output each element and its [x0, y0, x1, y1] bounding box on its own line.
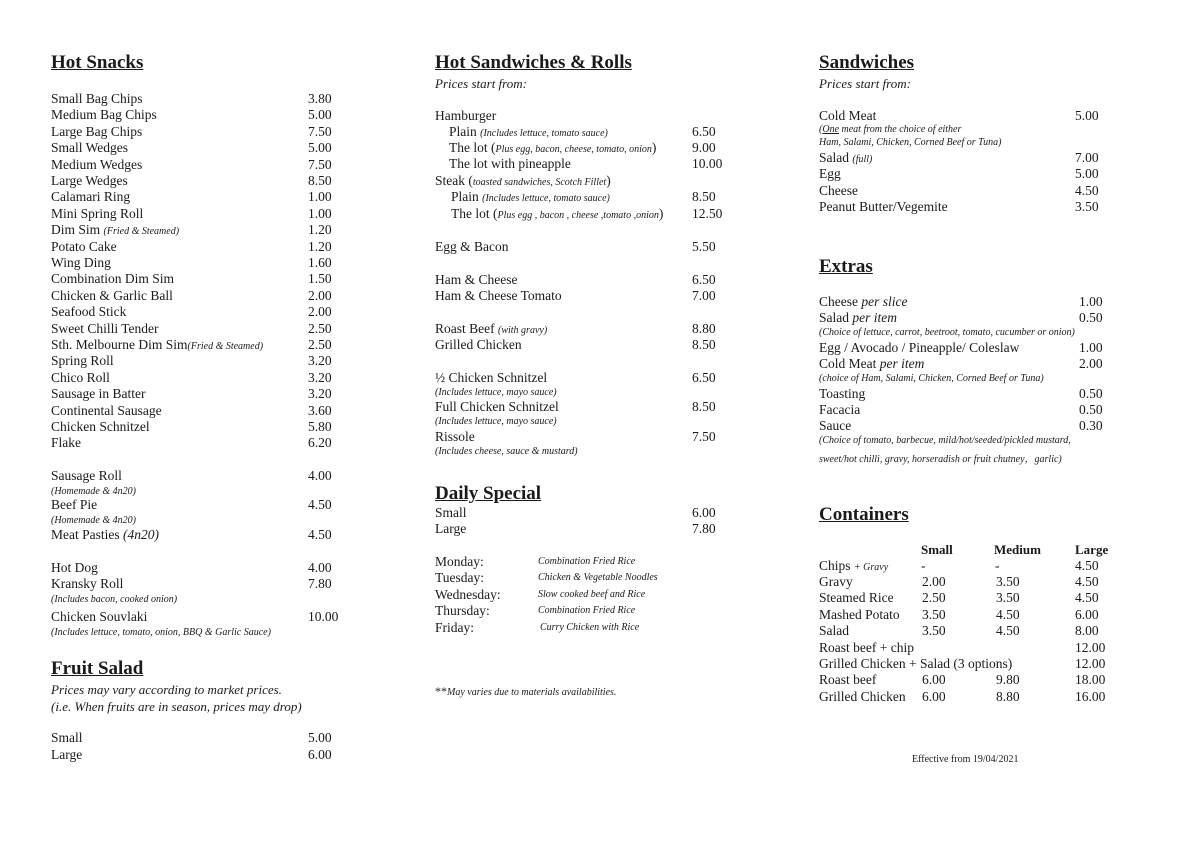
- menu-item: Grilled Chicken: [435, 337, 522, 352]
- menu-item: Meat Pasties (4n20): [51, 527, 159, 542]
- menu-price: 5.00: [1075, 108, 1099, 123]
- menu-item: Continental Sausage: [51, 402, 162, 418]
- fruit-salad-subtitle: (i.e. When fruits are in season, prices may drop): [51, 699, 302, 714]
- menu-item: Full Chicken Schnitzel: [435, 399, 559, 414]
- menu-price: 5.00: [1075, 166, 1099, 181]
- menu-note: (Includes cheese, sauce & mustard): [435, 446, 578, 457]
- table-row: Grilled Chicken: [819, 688, 906, 704]
- containers-heading: Containers: [819, 504, 909, 525]
- menu-price: 1.60: [308, 255, 332, 270]
- menu-note: (Homemade & 4n20): [51, 515, 136, 526]
- menu-item: Rissole: [435, 429, 475, 444]
- menu-note: Ham, Salami, Chicken, Corned Beef or Tuna): [819, 137, 1002, 148]
- menu-note: (Fried & Steamed): [187, 341, 264, 352]
- menu-note: (One meat from the choice of either: [819, 124, 962, 135]
- day-label: Friday:: [435, 619, 474, 635]
- menu-price: 3.60: [308, 402, 332, 418]
- table-cell: 2.00: [922, 574, 946, 589]
- menu-price: 4.50: [308, 497, 332, 512]
- menu-item: Medium Bag Chips: [51, 107, 157, 123]
- menu-note: (Choice of tomato, barbecue, mild/hot/seeded/pickled mustard,: [819, 435, 1071, 446]
- menu-price: 1.50: [308, 271, 332, 287]
- menu-item: Sauce: [819, 418, 852, 433]
- table-row: Roast beef + chip: [819, 639, 914, 655]
- menu-price: 3.80: [308, 91, 332, 106]
- menu-price: 8.50: [308, 173, 332, 188]
- column-header: Medium: [994, 542, 1041, 557]
- menu-item: Plain (Includes lettuce, tomato sauce): [449, 124, 608, 139]
- menu-price: 1.00: [308, 189, 332, 205]
- table-cell: 16.00: [1075, 688, 1106, 704]
- menu-item: Toasting: [819, 386, 866, 401]
- menu-price: 7.80: [692, 521, 716, 536]
- menu-item: Egg / Avocado / Pineapple/ Coleslaw: [819, 340, 1020, 355]
- menu-item: Flake: [51, 435, 81, 451]
- table-cell: 4.50: [1075, 590, 1099, 606]
- table-row: Roast beef: [819, 672, 877, 688]
- menu-item: Seafood Stick: [51, 304, 127, 320]
- day-label: Tuesday:: [435, 570, 485, 586]
- menu-item: Egg & Bacon: [435, 239, 509, 254]
- menu-item: Plain (Includes lettuce, tomato sauce): [451, 189, 610, 204]
- table-cell: 4.50: [1075, 574, 1099, 589]
- menu-note: (Fried & Steamed): [103, 226, 180, 238]
- menu-item: Salad per item: [819, 310, 897, 325]
- day-dish: Combination Fried Rice: [538, 556, 636, 567]
- menu-price: 1.00: [308, 205, 332, 221]
- menu-item: Roast Beef (with gravy): [435, 321, 548, 336]
- menu-item: Large: [435, 521, 467, 536]
- menu-price: 12.50: [692, 206, 723, 221]
- menu-price: 4.50: [308, 527, 332, 542]
- menu-note: (Choice of lettuce, carrot, beetroot, tomato, cucumber or onion): [819, 327, 1075, 338]
- menu-item: Large Wedges: [51, 173, 128, 188]
- menu-price: 6.20: [308, 435, 332, 451]
- menu-item: Chips + Gravy: [819, 558, 889, 573]
- table-cell: 12.00: [1075, 639, 1106, 655]
- table-cell: 6.00: [922, 688, 946, 704]
- menu-item: Sausage Roll: [51, 468, 122, 483]
- menu-price: 1.00: [1079, 340, 1103, 355]
- menu-item: The lot (Plus egg , bacon , cheese ,tomato ,onion): [451, 206, 664, 221]
- menu-item: Sweet Chilli Tender: [51, 320, 159, 336]
- menu-price: 6.00: [308, 747, 332, 762]
- menu-item: Small: [51, 730, 83, 745]
- menu-price: 3.20: [308, 369, 332, 385]
- menu-price: 7.50: [692, 429, 716, 444]
- column-header: Large: [1075, 542, 1109, 557]
- table-cell: 2.50: [922, 590, 946, 606]
- menu-item: Small: [435, 505, 467, 520]
- menu-price: 8.50: [692, 399, 716, 414]
- menu-price: 1.00: [1079, 294, 1103, 309]
- menu-item: Ham & Cheese Tomato: [435, 288, 562, 303]
- sandwiches-heading: Sandwiches: [819, 52, 915, 73]
- menu-price: 6.50: [692, 370, 716, 385]
- menu-item: Small Bag Chips: [51, 91, 143, 106]
- table-row: Gravy: [819, 574, 853, 589]
- hot-sandwiches-subtitle: Prices start from:: [435, 76, 527, 91]
- menu-price: 5.50: [692, 239, 716, 254]
- table-cell: 9.80: [996, 672, 1020, 688]
- menu-price: 8.50: [692, 337, 716, 352]
- menu-price: -: [995, 558, 1000, 573]
- menu-item: Steak (toasted sandwiches, Scotch Fillet): [435, 173, 611, 188]
- table-cell: 6.00: [1075, 606, 1099, 622]
- menu-item: Sth. Melbourne Dim Sim(Fried & Steamed): [51, 337, 264, 352]
- menu-item: Wing Ding: [51, 255, 111, 270]
- extras-heading: Extras: [819, 256, 873, 277]
- menu-price: 10.00: [308, 609, 339, 624]
- fruit-salad-heading: Fruit Salad: [51, 658, 144, 679]
- menu-item: Facacia: [819, 402, 861, 417]
- menu-item: Large: [51, 747, 83, 762]
- menu-item: Chicken Souvlaki: [51, 609, 148, 624]
- day-dish: Combination Fried Rice: [538, 605, 636, 617]
- menu-price: 0.50: [1079, 402, 1103, 417]
- menu-item: The lot with pineapple: [449, 156, 571, 171]
- menu-note: (Includes lettuce, mayo sauce): [435, 387, 557, 398]
- menu-note: (choice of Ham, Salami, Chicken, Corned Beef or Tuna): [819, 373, 1044, 384]
- menu-price: 8.50: [692, 189, 716, 204]
- menu-item: Peanut Butter/Vegemite: [819, 199, 948, 214]
- menu-item: Hot Dog: [51, 560, 98, 575]
- column-header: Small: [921, 542, 953, 557]
- menu-price: 4.50: [1075, 558, 1099, 573]
- table-row: Salad: [819, 623, 849, 639]
- menu-price: 7.00: [1075, 150, 1099, 165]
- menu-item: Large Bag Chips: [51, 123, 143, 139]
- menu-price: -: [921, 558, 926, 573]
- menu-price: 6.00: [692, 505, 716, 520]
- hot-sandwiches-heading: Hot Sandwiches & Rolls: [435, 52, 632, 73]
- menu-price: 8.80: [692, 321, 716, 336]
- menu-price: 3.20: [308, 353, 332, 369]
- table-cell: 3.50: [922, 606, 946, 622]
- menu-item: Egg: [819, 166, 841, 181]
- menu-note: (Includes bacon, cooked onion): [51, 594, 178, 605]
- day-label: Wednesday:: [435, 586, 501, 602]
- menu-price: 7.50: [308, 123, 332, 139]
- menu-item: Hamburger: [435, 108, 497, 123]
- menu-price: 0.50: [1079, 310, 1103, 325]
- menu-item: Cheese: [819, 183, 858, 198]
- sandwiches-subtitle: Prices start from:: [819, 76, 911, 91]
- day-dish: Curry Chicken with Rice: [540, 621, 640, 633]
- menu-price: 10.00: [692, 156, 723, 171]
- table-cell: 3.50: [996, 590, 1020, 606]
- menu-price: 3.50: [1075, 199, 1099, 214]
- menu-item: Cold Meat: [819, 108, 877, 123]
- menu-price: 6.50: [692, 124, 716, 139]
- menu-item: Cheese per slice: [819, 294, 908, 309]
- menu-item: Cold Meat per item: [819, 356, 925, 371]
- menu-item: Ham & Cheese: [435, 272, 518, 287]
- menu-price: 4.00: [308, 468, 332, 483]
- menu-item: Potato Cake: [51, 238, 117, 254]
- menu-item: Chicken & Garlic Ball: [51, 287, 173, 303]
- menu-price: 2.50: [308, 320, 332, 336]
- menu-price: 7.00: [692, 288, 716, 303]
- menu-note: sweet/hot chilli, gravy, horseradish or fruit chutney，garlic): [819, 454, 1062, 465]
- menu-item: ½ Chicken Schnitzel: [435, 370, 548, 385]
- menu-price: 4.50: [1075, 183, 1099, 198]
- menu-price: 2.00: [308, 304, 332, 320]
- day-label: Thursday:: [435, 603, 490, 619]
- hot-snacks-heading: Hot Snacks: [51, 52, 144, 73]
- menu-price: 5.00: [308, 730, 332, 745]
- day-dish: Chicken & Vegetable Noodles: [538, 572, 658, 584]
- menu-item: Medium Wedges: [51, 156, 143, 172]
- table-cell: 8.00: [1075, 623, 1099, 639]
- table-cell: 8.80: [996, 688, 1020, 704]
- menu-item: Spring Roll: [51, 353, 114, 369]
- menu-item: Beef Pie: [51, 497, 98, 512]
- table-cell: 6.00: [922, 672, 946, 688]
- menu-price: 5.00: [308, 140, 332, 156]
- menu-item: Sausage in Batter: [51, 386, 146, 402]
- daily-special-heading: Daily Special: [435, 483, 542, 504]
- effective-date: Effective from 19/04/2021: [912, 754, 1019, 765]
- menu-note: (Includes lettuce, mayo sauce): [435, 416, 557, 427]
- menu-note: (Includes lettuce, tomato, onion, BBQ & Garlic Sauce): [51, 627, 271, 638]
- menu-item: Salad (full): [819, 150, 873, 165]
- menu-item: Chico Roll: [51, 369, 110, 385]
- menu-item: Mini Spring Roll: [51, 205, 144, 221]
- menu-price: 9.00: [692, 140, 716, 155]
- menu-price: 2.00: [1079, 356, 1103, 371]
- menu-item: Chicken Schnitzel: [51, 419, 150, 434]
- table-row: Grilled Chicken + Salad (3 options): [819, 656, 1013, 671]
- menu-price: 0.30: [1079, 418, 1103, 433]
- menu-price: 2.00: [308, 287, 332, 303]
- menu-price: 4.00: [308, 560, 332, 575]
- day-dish: Slow cooked beef and Rice: [538, 588, 646, 600]
- menu-item: Calamari Ring: [51, 189, 131, 205]
- menu-item: Dim Sim (Fried & Steamed): [51, 222, 180, 238]
- menu-price: 5.80: [308, 419, 332, 434]
- menu-price: 2.50: [308, 337, 332, 352]
- menu-price: 5.00: [308, 107, 332, 123]
- table-cell: 3.50: [922, 623, 946, 639]
- menu-item: The lot (Plus egg, bacon, cheese, tomato, onion): [449, 140, 657, 155]
- menu-note: (Homemade & 4n20): [51, 486, 136, 497]
- menu-price: 3.20: [308, 386, 332, 402]
- table-cell: 4.50: [996, 623, 1020, 639]
- menu-price: 1.20: [308, 238, 332, 254]
- menu-price: 0.50: [1079, 386, 1103, 401]
- table-cell: 4.50: [996, 606, 1020, 622]
- table-row: Steamed Rice: [819, 590, 894, 606]
- menu-price: 7.80: [308, 576, 332, 591]
- day-label: Monday:: [435, 554, 484, 569]
- menu-price: 6.50: [692, 272, 716, 287]
- table-row: Mashed Potato: [819, 606, 900, 622]
- menu-item: Kransky Roll: [51, 576, 124, 591]
- menu-price: 1.20: [308, 222, 332, 238]
- fruit-salad-subtitle: Prices may vary according to market prices.: [51, 682, 282, 697]
- menu-item: Combination Dim Sim: [51, 271, 175, 287]
- table-cell: 3.50: [996, 574, 1020, 589]
- footnote: **May varies due to materials availabilities.: [435, 684, 617, 698]
- menu-price: 7.50: [308, 156, 332, 172]
- menu-item: Small Wedges: [51, 140, 129, 156]
- table-cell: 12.00: [1075, 656, 1106, 671]
- table-cell: 18.00: [1075, 672, 1106, 688]
